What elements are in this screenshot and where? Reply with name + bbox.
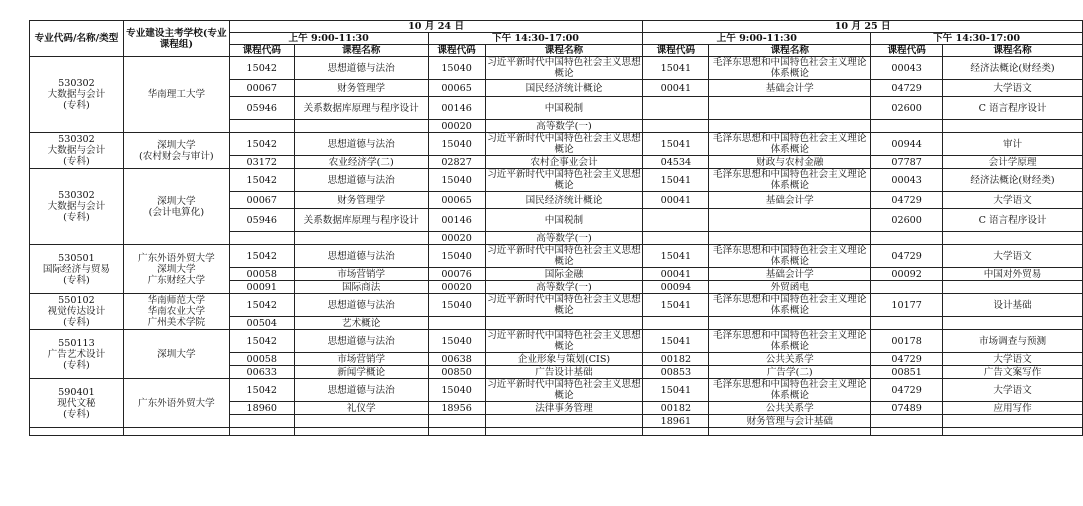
day1-am-name: 思想道德与法治 — [294, 169, 428, 192]
day2-pm-code: 02600 — [871, 97, 943, 120]
major-type: (专科) — [63, 274, 90, 286]
day2-am-code — [643, 232, 709, 245]
day2-am-name: 毛泽东思想和中国特色社会主义理论体系概论 — [709, 294, 871, 317]
day2-pm-name: 大学语文 — [943, 353, 1083, 366]
day2-am-code: 04534 — [643, 156, 709, 169]
major-code: 550113 — [58, 337, 95, 349]
day2-am-name: 公共关系学 — [709, 402, 871, 415]
header-name: 课程名称 — [294, 45, 428, 57]
day1-am-name: 礼仪学 — [294, 402, 428, 415]
day1-am-code — [229, 120, 294, 133]
day2-am-code — [643, 120, 709, 133]
school-cell — [123, 379, 229, 428]
day2-pm-name: 大学语文 — [943, 245, 1083, 268]
day2-pm-name — [943, 120, 1083, 133]
day1-am-name: 市场营销学 — [294, 268, 428, 281]
day2-am-name: 外贸函电 — [709, 281, 871, 294]
day2-am-name — [709, 317, 871, 330]
day1-pm-name — [485, 415, 643, 428]
school-line: (会计电算化) — [148, 206, 205, 218]
day2-pm-code — [871, 317, 943, 330]
major-code: 530302 — [58, 190, 95, 201]
day2-am-code: 00182 — [643, 353, 709, 366]
day2-pm-name — [943, 317, 1083, 330]
day2-pm-name — [943, 232, 1083, 245]
day1-am-name: 思想道德与法治 — [294, 57, 428, 80]
day2-am-code: 15041 — [643, 330, 709, 353]
day1-pm-code: 00076 — [428, 268, 485, 281]
day2-am-code — [643, 317, 709, 330]
empty-cell — [30, 428, 124, 436]
day1-am-name: 农业经济学(二) — [294, 156, 428, 169]
header-code: 课程代码 — [229, 45, 294, 57]
table-row — [30, 133, 1083, 156]
school-cell — [123, 245, 229, 294]
major-name: 大数据与会计 — [47, 201, 106, 212]
header-day-1: 10 月 24 日 — [229, 21, 643, 33]
major-code: 590401 — [58, 386, 95, 398]
major-type: (专科) — [63, 359, 90, 371]
day1-pm-name: 法律事务管理 — [485, 402, 643, 415]
day1-pm-code: 15040 — [428, 245, 485, 268]
day2-pm-code — [871, 415, 943, 428]
day1-am-code: 00058 — [229, 353, 294, 366]
day1-am-code: 03172 — [229, 156, 294, 169]
major-cell — [30, 294, 124, 330]
major-type: (专科) — [63, 100, 90, 111]
day2-pm-name: 市场调查与预测 — [943, 330, 1083, 353]
day1-am-code: 18960 — [229, 402, 294, 415]
school-line: 广州美术学院 — [147, 317, 206, 328]
day2-pm-code: 04729 — [871, 379, 943, 402]
day1-pm-name: 习近平新时代中国特色社会主义思想概论 — [485, 245, 643, 268]
day2-am-name — [709, 120, 871, 133]
table-row — [30, 294, 1083, 317]
day1-am-name — [294, 120, 428, 133]
school-line: 广东外语外贸大学 — [137, 252, 215, 264]
day2-pm-code: 04729 — [871, 245, 943, 268]
day2-am-code: 18961 — [643, 415, 709, 428]
header-code: 课程代码 — [428, 45, 485, 57]
header-day2-pm: 下午 14:30-17:00 — [871, 33, 1083, 45]
header-day-2: 10 月 25 日 — [643, 21, 1083, 33]
table-row — [30, 245, 1083, 268]
day2-am-code: 15041 — [643, 294, 709, 317]
day1-pm-code: 15040 — [428, 133, 485, 156]
day2-pm-code — [871, 281, 943, 294]
empty-cell — [123, 428, 229, 436]
day1-am-name: 思想道德与法治 — [294, 133, 428, 156]
day2-am-name: 财政与农村金融 — [709, 156, 871, 169]
day1-pm-name: 习近平新时代中国特色社会主义思想概论 — [485, 294, 643, 317]
school-cell — [123, 294, 229, 330]
day1-am-code: 15042 — [229, 330, 294, 353]
day1-am-code: 15042 — [229, 245, 294, 268]
empty-cell — [485, 428, 643, 436]
day1-pm-name: 习近平新时代中国特色社会主义思想概论 — [485, 133, 643, 156]
major-cell — [30, 245, 124, 294]
day1-am-name: 思想道德与法治 — [294, 245, 428, 268]
day1-pm-name: 习近平新时代中国特色社会主义思想概论 — [485, 57, 643, 80]
day2-pm-code: 00178 — [871, 330, 943, 353]
day2-pm-code: 02600 — [871, 209, 943, 232]
day2-pm-name: 审计 — [943, 133, 1083, 156]
day2-am-name: 广告学(二) — [709, 366, 871, 379]
school-line: 广东财经大学 — [147, 274, 206, 286]
day1-pm-code: 15040 — [428, 379, 485, 402]
major-name: 视觉传达设计 — [47, 306, 106, 317]
school-cell — [123, 133, 229, 169]
day2-am-code: 00182 — [643, 402, 709, 415]
day2-pm-code: 00851 — [871, 366, 943, 379]
table-row — [30, 169, 1083, 192]
school-cell — [123, 330, 229, 379]
day1-pm-name — [485, 317, 643, 330]
day2-pm-name — [943, 415, 1083, 428]
day2-pm-name: 应用写作 — [943, 402, 1083, 415]
header-major-column: 专业代码/名称/类型 — [30, 21, 124, 57]
day1-am-code: 15042 — [229, 169, 294, 192]
day1-pm-code — [428, 415, 485, 428]
day1-am-code — [229, 415, 294, 428]
day2-am-name: 毛泽东思想和中国特色社会主义理论体系概论 — [709, 169, 871, 192]
day2-pm-code: 04729 — [871, 192, 943, 209]
table-row — [30, 428, 1083, 436]
day2-am-code — [643, 97, 709, 120]
empty-cell — [294, 428, 428, 436]
day2-pm-code: 00043 — [871, 57, 943, 80]
major-name: 现代文秘 — [57, 397, 96, 409]
day2-am-name — [709, 232, 871, 245]
day1-pm-name: 农村企事业会计 — [485, 156, 643, 169]
major-cell — [30, 57, 124, 133]
day1-am-name: 思想道德与法治 — [294, 330, 428, 353]
major-cell — [30, 169, 124, 245]
day2-am-code — [643, 209, 709, 232]
day2-am-name: 毛泽东思想和中国特色社会主义理论体系概论 — [709, 57, 871, 80]
day1-am-code: 15042 — [229, 379, 294, 402]
major-type: (专科) — [63, 408, 90, 420]
day2-pm-code: 00944 — [871, 133, 943, 156]
day1-am-code: 05946 — [229, 97, 294, 120]
day1-pm-code: 00020 — [428, 281, 485, 294]
day2-am-code: 15041 — [643, 379, 709, 402]
table-row — [30, 330, 1083, 353]
day2-am-code: 00041 — [643, 268, 709, 281]
day2-pm-name: C 语言程序设计 — [943, 209, 1083, 232]
day2-am-name: 毛泽东思想和中国特色社会主义理论体系概论 — [709, 245, 871, 268]
day1-am-name: 财务管理学 — [294, 80, 428, 97]
header-code: 课程代码 — [871, 45, 943, 57]
day1-pm-code: 15040 — [428, 57, 485, 80]
day1-pm-name: 高等数学(一) — [485, 232, 643, 245]
day2-pm-name: 大学语文 — [943, 192, 1083, 209]
school-line: 深圳大学 — [157, 139, 196, 151]
day1-pm-name: 国际金融 — [485, 268, 643, 281]
day1-pm-name: 高等数学(一) — [485, 120, 643, 133]
day2-pm-name: 大学语文 — [943, 80, 1083, 97]
school-line: 华南师范大学 — [147, 295, 206, 306]
day2-am-name: 公共关系学 — [709, 353, 871, 366]
day2-pm-code: 04729 — [871, 353, 943, 366]
day2-am-name: 毛泽东思想和中国特色社会主义理论体系概论 — [709, 133, 871, 156]
day1-pm-name: 广告设计基础 — [485, 366, 643, 379]
major-code: 530302 — [58, 78, 95, 89]
day2-pm-name: 经济法概论(财经类) — [943, 57, 1083, 80]
day1-pm-code: 00146 — [428, 97, 485, 120]
major-name: 国际经济与贸易 — [42, 263, 111, 275]
day1-pm-name: 习近平新时代中国特色社会主义思想概论 — [485, 330, 643, 353]
day1-am-code: 00058 — [229, 268, 294, 281]
day1-am-code: 00067 — [229, 192, 294, 209]
day1-am-name — [294, 415, 428, 428]
major-code: 550102 — [58, 295, 95, 306]
day2-am-code: 00094 — [643, 281, 709, 294]
day1-am-name: 艺术概论 — [294, 317, 428, 330]
day1-pm-name: 中国税制 — [485, 209, 643, 232]
day1-pm-code: 00065 — [428, 192, 485, 209]
school-cell — [123, 57, 229, 133]
major-cell — [30, 379, 124, 428]
day1-pm-code: 00065 — [428, 80, 485, 97]
school-line: 广东外语外贸大学 — [137, 397, 215, 409]
school-line: (农村财会与审计) — [139, 150, 214, 162]
day1-am-name: 新闻学概论 — [294, 366, 428, 379]
day1-am-code — [229, 232, 294, 245]
day2-pm-code — [871, 120, 943, 133]
day1-pm-name: 习近平新时代中国特色社会主义思想概论 — [485, 169, 643, 192]
day1-pm-code — [428, 317, 485, 330]
day2-pm-code: 00043 — [871, 169, 943, 192]
day2-am-code: 15041 — [643, 245, 709, 268]
day1-am-code: 00504 — [229, 317, 294, 330]
empty-cell — [943, 428, 1083, 436]
school-line: 深圳大学 — [157, 263, 196, 275]
day1-am-code: 00091 — [229, 281, 294, 294]
day1-pm-code: 00638 — [428, 353, 485, 366]
major-type: (专科) — [63, 317, 90, 328]
day1-pm-code: 00850 — [428, 366, 485, 379]
day1-am-code: 15042 — [229, 57, 294, 80]
day1-pm-code: 15040 — [428, 294, 485, 317]
major-name: 大数据与会计 — [47, 145, 106, 156]
day2-am-code: 00041 — [643, 192, 709, 209]
day1-pm-name: 高等数学(一) — [485, 281, 643, 294]
school-line: 深圳大学 — [157, 195, 196, 207]
day1-pm-code: 18956 — [428, 402, 485, 415]
header-name: 课程名称 — [943, 45, 1083, 57]
day2-am-name: 基础会计学 — [709, 80, 871, 97]
day2-am-code: 15041 — [643, 133, 709, 156]
day1-am-name: 财务管理学 — [294, 192, 428, 209]
header-day1-am: 上午 9:00-11:30 — [229, 33, 428, 45]
day2-pm-name: 大学语文 — [943, 379, 1083, 402]
day1-pm-code: 15040 — [428, 169, 485, 192]
day1-am-code: 00633 — [229, 366, 294, 379]
school-line: 华南理工大学 — [147, 89, 206, 100]
major-code: 530501 — [58, 252, 95, 264]
major-code: 530302 — [58, 134, 95, 145]
day2-pm-name: 中国对外贸易 — [943, 268, 1083, 281]
day2-am-name: 财务管理与会计基础 — [709, 415, 871, 428]
day1-pm-name: 习近平新时代中国特色社会主义思想概论 — [485, 379, 643, 402]
major-cell — [30, 330, 124, 379]
exam-schedule — [29, 20, 1083, 436]
major-name: 大数据与会计 — [47, 89, 106, 100]
day2-am-code: 00853 — [643, 366, 709, 379]
day1-am-name: 思想道德与法治 — [294, 294, 428, 317]
table-row — [30, 379, 1083, 402]
empty-cell — [871, 428, 943, 436]
header-code: 课程代码 — [643, 45, 709, 57]
day2-am-name: 毛泽东思想和中国特色社会主义理论体系概论 — [709, 379, 871, 402]
school-cell — [123, 169, 229, 245]
day1-am-name: 关系数据库原理与程序设计 — [294, 209, 428, 232]
header-name: 课程名称 — [485, 45, 643, 57]
header-name: 课程名称 — [709, 45, 871, 57]
day1-pm-name: 国民经济统计概论 — [485, 192, 643, 209]
day2-am-name: 毛泽东思想和中国特色社会主义理论体系概论 — [709, 330, 871, 353]
major-cell — [30, 133, 124, 169]
header-day2-am: 上午 9:00-11:30 — [643, 33, 871, 45]
day2-am-code: 00041 — [643, 80, 709, 97]
exam-schedule-table — [29, 20, 1083, 436]
empty-cell — [709, 428, 871, 436]
day2-pm-name — [943, 281, 1083, 294]
day2-pm-code: 07787 — [871, 156, 943, 169]
day2-pm-name: C 语言程序设计 — [943, 97, 1083, 120]
day2-pm-name: 广告文案写作 — [943, 366, 1083, 379]
major-type: (专科) — [63, 156, 90, 167]
day2-pm-code: 10177 — [871, 294, 943, 317]
day1-am-name: 思想道德与法治 — [294, 379, 428, 402]
day2-pm-code: 00092 — [871, 268, 943, 281]
header-day1-pm: 下午 14:30-17:00 — [428, 33, 643, 45]
day1-am-name: 市场营销学 — [294, 353, 428, 366]
day1-am-name: 国际商法 — [294, 281, 428, 294]
day1-am-name: 关系数据库原理与程序设计 — [294, 97, 428, 120]
major-name: 广告艺术设计 — [47, 348, 106, 360]
school-line: 深圳大学 — [157, 348, 196, 360]
day2-pm-code: 07489 — [871, 402, 943, 415]
day1-pm-code: 00020 — [428, 232, 485, 245]
day2-am-code: 15041 — [643, 169, 709, 192]
day1-am-code: 05946 — [229, 209, 294, 232]
day1-pm-name: 企业形象与策划(CIS) — [485, 353, 643, 366]
major-type: (专科) — [63, 212, 90, 223]
day1-am-name — [294, 232, 428, 245]
header-school-column: 专业建设主考学校(专业课程组) — [123, 21, 229, 57]
day2-am-name — [709, 97, 871, 120]
day2-pm-name: 设计基础 — [943, 294, 1083, 317]
day1-am-code: 15042 — [229, 133, 294, 156]
day2-pm-name: 经济法概论(财经类) — [943, 169, 1083, 192]
empty-cell — [229, 428, 294, 436]
day1-pm-code: 02827 — [428, 156, 485, 169]
day1-am-code: 00067 — [229, 80, 294, 97]
day2-am-name — [709, 209, 871, 232]
day2-am-code: 15041 — [643, 57, 709, 80]
day2-pm-code — [871, 232, 943, 245]
day1-pm-code: 15040 — [428, 330, 485, 353]
day1-pm-name: 中国税制 — [485, 97, 643, 120]
empty-cell — [428, 428, 485, 436]
empty-cell — [643, 428, 709, 436]
day2-pm-code: 04729 — [871, 80, 943, 97]
table-row — [30, 57, 1083, 80]
day1-pm-code: 00020 — [428, 120, 485, 133]
day2-pm-name: 会计学原理 — [943, 156, 1083, 169]
day1-am-code: 15042 — [229, 294, 294, 317]
school-line: 华南农业大学 — [147, 306, 206, 317]
day2-am-name: 基础会计学 — [709, 192, 871, 209]
day1-pm-code: 00146 — [428, 209, 485, 232]
day2-am-name: 基础会计学 — [709, 268, 871, 281]
day1-pm-name: 国民经济统计概论 — [485, 80, 643, 97]
